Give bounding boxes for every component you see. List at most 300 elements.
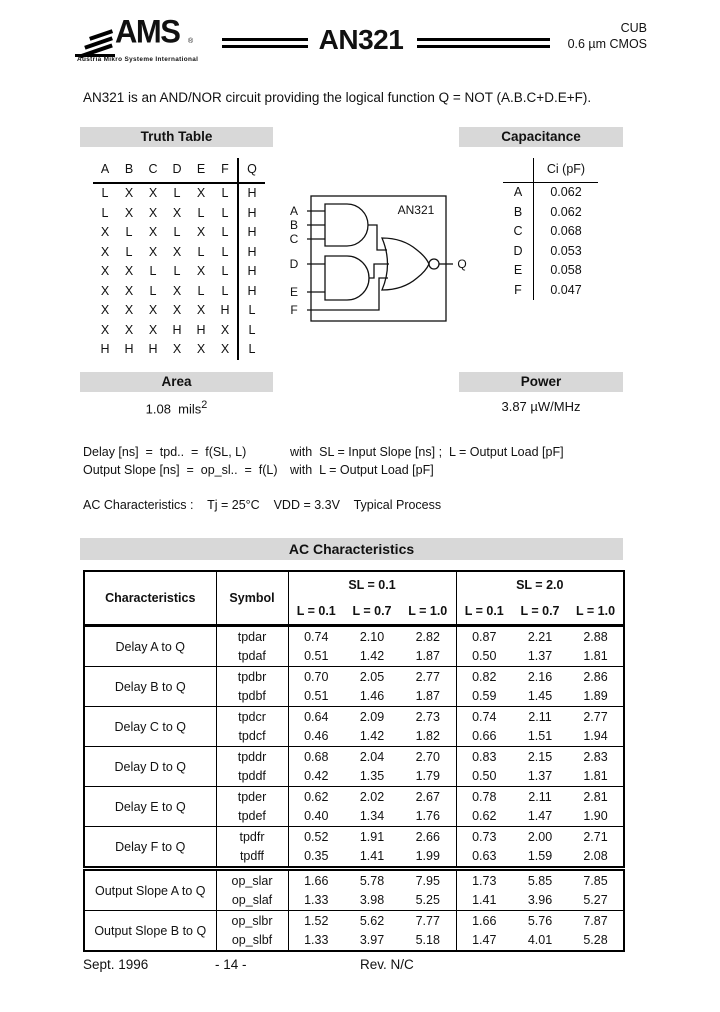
capacitance-pin: E bbox=[513, 263, 523, 277]
ac-value: 0.70 bbox=[304, 669, 329, 684]
ac-value: 1.35 bbox=[359, 768, 385, 783]
ac-symbol: tpdaf bbox=[238, 648, 266, 663]
truth-table-cell: X bbox=[148, 322, 158, 337]
ac-row-symbols bbox=[216, 787, 288, 827]
ac-value: 1.37 bbox=[527, 768, 553, 783]
ac-value-cell bbox=[568, 667, 624, 707]
logo-wordmark: AMS bbox=[115, 13, 180, 50]
ac-value-cell bbox=[512, 707, 568, 747]
truth-table-cell: X bbox=[196, 303, 206, 317]
truth-table-cell: L bbox=[101, 186, 109, 200]
ac-value: 1.42 bbox=[359, 728, 385, 743]
truth-table-cell: L bbox=[237, 301, 265, 321]
truth-table-cell: X bbox=[196, 186, 206, 200]
pin-label-e: E bbox=[289, 285, 299, 299]
truth-table-cell: X bbox=[100, 283, 110, 298]
ac-value: 1.34 bbox=[359, 808, 385, 823]
truth-table-col-header: C bbox=[148, 162, 158, 176]
capacitance-value: 0.068 bbox=[533, 222, 598, 242]
ac-value-cell bbox=[456, 667, 512, 707]
ac-value: 0.62 bbox=[304, 789, 329, 804]
ac-value: 3.98 bbox=[359, 892, 385, 907]
truth-table-cell: L bbox=[221, 283, 229, 298]
ac-value: 1.94 bbox=[583, 728, 608, 743]
pin-label-f: F bbox=[290, 303, 298, 317]
truth-table-cell: X bbox=[124, 322, 134, 337]
group-header-sl01: SL = 0.1 bbox=[288, 571, 456, 598]
ac-row bbox=[84, 787, 624, 827]
ac-row-label: Output Slope A to Q bbox=[84, 869, 216, 911]
ac-value: 0.52 bbox=[304, 829, 329, 844]
ac-value: 0.82 bbox=[472, 669, 497, 684]
truth-table-cell: H bbox=[237, 184, 265, 204]
power-heading: Power bbox=[459, 372, 623, 392]
subcol-header: L = 1.0 bbox=[568, 598, 624, 626]
ac-symbol: tpder bbox=[237, 789, 267, 804]
pin-label-a: A bbox=[289, 204, 299, 218]
truth-table-cell: X bbox=[148, 205, 158, 220]
ac-characteristics-heading: AC Characteristics bbox=[80, 538, 623, 560]
truth-table-cell: X bbox=[196, 342, 206, 356]
ac-value-cell bbox=[456, 827, 512, 869]
ac-value: 0.40 bbox=[304, 808, 329, 823]
subcol-header: L = 0.7 bbox=[512, 598, 568, 626]
process-info bbox=[553, 20, 647, 52]
col-header-symbol: Symbol bbox=[216, 571, 288, 626]
ac-symbol: tpdbf bbox=[238, 688, 266, 703]
ac-value: 0.50 bbox=[472, 768, 497, 783]
ac-value-cell bbox=[344, 626, 400, 667]
nor-bubble bbox=[429, 259, 439, 269]
ac-row bbox=[84, 911, 624, 952]
truth-table-row bbox=[93, 301, 265, 321]
truth-table-cell: L bbox=[197, 244, 205, 259]
capacitance-value: 0.053 bbox=[533, 242, 598, 262]
capacitance-row bbox=[503, 203, 598, 223]
ac-value-cell bbox=[288, 869, 344, 911]
truth-table-cell: X bbox=[172, 205, 182, 220]
ac-value: 4.01 bbox=[527, 932, 553, 947]
truth-table-cell: L bbox=[237, 340, 265, 360]
ac-value: 1.33 bbox=[304, 932, 329, 947]
capacitance-pin: D bbox=[513, 243, 523, 258]
ac-symbol: tpdff bbox=[239, 848, 265, 863]
ac-value-cell bbox=[456, 869, 512, 911]
capacitance-body bbox=[503, 183, 598, 300]
ac-value: 2.02 bbox=[359, 789, 385, 804]
ac-value: 1.41 bbox=[472, 892, 497, 907]
ac-value: 1.79 bbox=[415, 768, 440, 783]
ac-value-cell bbox=[456, 911, 512, 952]
ac-value: 1.66 bbox=[304, 873, 329, 888]
ac-value: 1.37 bbox=[527, 648, 553, 663]
truth-table-cell: X bbox=[100, 264, 110, 278]
ac-row-symbols bbox=[216, 626, 288, 667]
ac-value: 1.82 bbox=[415, 728, 440, 743]
ac-row bbox=[84, 667, 624, 707]
ac-value-cell bbox=[344, 869, 400, 911]
ac-symbol: op_slbr bbox=[231, 913, 273, 928]
ac-value: 1.89 bbox=[583, 688, 608, 703]
ac-row-symbols bbox=[216, 747, 288, 787]
ac-value: 2.11 bbox=[528, 789, 552, 804]
ac-value: 2.10 bbox=[359, 629, 385, 644]
ac-symbol: tpddr bbox=[237, 749, 267, 764]
ac-row-label: Delay E to Q bbox=[84, 787, 216, 827]
pin-label-d: D bbox=[289, 257, 299, 271]
ac-value-cell bbox=[344, 827, 400, 869]
ac-value: 1.47 bbox=[472, 932, 497, 947]
schematic-svg bbox=[281, 184, 471, 334]
truth-table-cell: H bbox=[237, 282, 265, 302]
ac-value-cell bbox=[288, 747, 344, 787]
subcol-header: L = 0.1 bbox=[456, 598, 512, 626]
ams-logo bbox=[75, 13, 225, 70]
ac-value: 1.41 bbox=[359, 848, 385, 863]
description: AN321 is an AND/NOR circuit providing the logical function Q = NOT (A.B.C+D.E+F). bbox=[83, 90, 592, 105]
capacitance-header bbox=[503, 158, 598, 183]
ac-table-body bbox=[84, 626, 624, 952]
ac-row bbox=[84, 747, 624, 787]
ac-value: 1.73 bbox=[472, 873, 497, 888]
truth-table-cell: L bbox=[149, 283, 157, 298]
truth-table-cell: X bbox=[172, 303, 182, 317]
ac-value-cell bbox=[456, 747, 512, 787]
ac-value: 0.74 bbox=[304, 629, 329, 644]
ac-value-cell bbox=[400, 911, 456, 952]
subcol-header: L = 0.1 bbox=[288, 598, 344, 626]
logo-tagline: Austria Mikro Systeme International bbox=[77, 56, 199, 63]
ac-row bbox=[84, 869, 624, 911]
ac-value-cell bbox=[288, 787, 344, 827]
ac-value-cell bbox=[512, 827, 568, 869]
ac-value: 1.87 bbox=[415, 688, 440, 703]
ac-row-label: Output Slope B to Q bbox=[84, 911, 216, 952]
ac-symbol: op_slaf bbox=[231, 892, 273, 907]
ac-value: 0.68 bbox=[304, 749, 329, 764]
ac-symbol: tpdfr bbox=[239, 829, 265, 844]
ac-value-cell bbox=[568, 827, 624, 869]
ac-value-cell bbox=[400, 747, 456, 787]
ac-value: 1.42 bbox=[359, 648, 385, 663]
ac-value-cell bbox=[400, 626, 456, 667]
truth-table-cell: L bbox=[125, 244, 133, 259]
truth-table-cell: X bbox=[196, 264, 206, 278]
process-family: CUB bbox=[620, 21, 647, 35]
truth-table-row bbox=[93, 282, 265, 302]
ac-value: 2.71 bbox=[583, 829, 608, 844]
pin-label-c: C bbox=[289, 232, 299, 246]
truth-table-cell: X bbox=[172, 244, 182, 259]
ac-value: 2.04 bbox=[359, 749, 385, 764]
process-node: 0.6 µm CMOS bbox=[567, 37, 647, 51]
truth-table-cell: X bbox=[148, 244, 158, 259]
slope-formula: Output Slope [ns] = op_sl.. = f(L) bbox=[83, 462, 278, 477]
truth-table-cell: L bbox=[221, 225, 229, 239]
ac-value-cell bbox=[288, 667, 344, 707]
ac-row bbox=[84, 707, 624, 747]
truth-table-col-header: B bbox=[124, 162, 134, 176]
truth-table-cell: X bbox=[220, 342, 230, 356]
ac-value-cell bbox=[288, 707, 344, 747]
and2-gate bbox=[325, 256, 369, 300]
truth-table-cell: X bbox=[148, 303, 158, 317]
truth-table-cell: H bbox=[100, 342, 110, 356]
truth-table-cell: X bbox=[100, 303, 110, 317]
ac-value: 0.87 bbox=[472, 629, 497, 644]
ac-value-cell bbox=[568, 787, 624, 827]
ac-value-cell bbox=[512, 911, 568, 952]
page-title: AN321 bbox=[318, 24, 404, 55]
ac-value: 2.67 bbox=[415, 789, 440, 804]
pin-label-q: Q bbox=[457, 257, 467, 271]
ac-value-cell bbox=[344, 747, 400, 787]
ac-value: 5.28 bbox=[583, 932, 608, 947]
ac-value: 2.16 bbox=[527, 669, 553, 684]
capacitance-row bbox=[503, 261, 598, 281]
truth-table-cell: H bbox=[172, 322, 182, 337]
capacitance-table bbox=[503, 158, 598, 300]
formula-block bbox=[83, 444, 564, 479]
ac-row-label: Delay C to Q bbox=[84, 707, 216, 747]
ac-value: 0.64 bbox=[304, 709, 329, 724]
ac-value-cell bbox=[344, 667, 400, 707]
capacitance-value: 0.047 bbox=[533, 281, 598, 301]
ac-value: 0.35 bbox=[304, 848, 329, 863]
schematic-title: AN321 bbox=[397, 203, 435, 217]
ac-value: 0.83 bbox=[472, 749, 497, 764]
ac-value: 1.81 bbox=[583, 768, 608, 783]
truth-table-col-header: F bbox=[221, 162, 229, 176]
area-value bbox=[80, 399, 273, 416]
ac-value: 1.87 bbox=[415, 648, 440, 663]
ac-characteristics-table bbox=[83, 570, 625, 952]
ac-value-cell bbox=[456, 787, 512, 827]
capacitance-pin: C bbox=[513, 224, 523, 238]
ac-value: 2.00 bbox=[527, 829, 553, 844]
ac-row-symbols bbox=[216, 707, 288, 747]
capacitance-heading: Capacitance bbox=[459, 127, 623, 147]
truth-table-cell: X bbox=[148, 186, 158, 200]
ac-value: 0.42 bbox=[304, 768, 329, 783]
ac-value: 0.78 bbox=[472, 789, 497, 804]
delay-formula: Delay [ns] = tpd.. = f(SL, L) bbox=[83, 445, 247, 459]
ac-value-cell bbox=[568, 911, 624, 952]
pin-label-b: B bbox=[289, 218, 299, 232]
ac-value: 2.66 bbox=[415, 829, 440, 844]
registered-mark: ® bbox=[188, 38, 194, 45]
truth-table-cell: L bbox=[197, 283, 205, 298]
ac-value: 0.73 bbox=[472, 829, 497, 844]
truth-table-cell: L bbox=[221, 244, 229, 259]
truth-table-cell: L bbox=[149, 264, 157, 278]
truth-table-row bbox=[93, 223, 265, 243]
truth-table-cell: X bbox=[100, 244, 110, 259]
truth-table-cell: L bbox=[221, 205, 229, 220]
wire-f bbox=[307, 278, 388, 310]
ac-value: 0.62 bbox=[472, 808, 497, 823]
ac-value: 5.78 bbox=[359, 873, 385, 888]
truth-table-cell: L bbox=[173, 186, 181, 200]
ac-value: 0.74 bbox=[472, 709, 497, 724]
ac-value-cell bbox=[512, 787, 568, 827]
truth-table-cell: L bbox=[173, 264, 181, 278]
ac-value: 3.96 bbox=[527, 892, 553, 907]
ac-value: 5.18 bbox=[415, 932, 440, 947]
ac-value: 1.76 bbox=[415, 808, 440, 823]
capacitance-value: 0.062 bbox=[533, 203, 598, 223]
ac-value-cell bbox=[512, 667, 568, 707]
ac-value: 1.59 bbox=[527, 848, 553, 863]
ac-value: 0.63 bbox=[472, 848, 497, 863]
ac-symbol: tpdcr bbox=[238, 709, 266, 724]
truth-table bbox=[93, 158, 265, 360]
ac-value: 2.88 bbox=[583, 629, 608, 644]
truth-table-cell: L bbox=[101, 205, 109, 220]
ac-value: 2.15 bbox=[527, 749, 553, 764]
ac-row-label: Delay D to Q bbox=[84, 747, 216, 787]
ac-value-cell bbox=[512, 869, 568, 911]
test-conditions: AC Characteristics : Tj = 25°C VDD = 3.3V Typical Process bbox=[83, 498, 442, 512]
ac-value: 1.33 bbox=[304, 892, 329, 907]
ac-value: 2.77 bbox=[415, 669, 440, 684]
ac-row bbox=[84, 827, 624, 869]
ac-value: 2.86 bbox=[583, 669, 608, 684]
truth-table-heading: Truth Table bbox=[80, 127, 273, 147]
truth-table-col-header: E bbox=[196, 162, 206, 176]
nor-gate bbox=[382, 238, 429, 290]
ac-value: 0.59 bbox=[472, 688, 497, 703]
ac-row-label: Delay A to Q bbox=[84, 626, 216, 667]
ac-value: 2.05 bbox=[359, 669, 385, 684]
capacitance-row bbox=[503, 242, 598, 262]
capacitance-pin: A bbox=[513, 185, 523, 199]
ac-value: 7.85 bbox=[583, 873, 608, 888]
ac-value: 5.85 bbox=[527, 873, 553, 888]
truth-table-col-header: D bbox=[172, 162, 182, 176]
truth-table-cell: X bbox=[100, 225, 110, 239]
ac-value-cell bbox=[288, 626, 344, 667]
ac-value-cell bbox=[456, 707, 512, 747]
truth-table-row bbox=[93, 243, 265, 263]
ac-value: 2.83 bbox=[583, 749, 608, 764]
ac-symbol: tpddf bbox=[238, 768, 266, 783]
ac-value: 1.52 bbox=[304, 913, 329, 928]
ac-value: 1.99 bbox=[415, 848, 440, 863]
ac-value: 2.21 bbox=[527, 629, 553, 644]
truth-table-cell: H bbox=[196, 322, 206, 337]
subcol-header: L = 0.7 bbox=[344, 598, 400, 626]
truth-table-cell: L bbox=[221, 264, 229, 278]
slope-formula-note: with L = Output Load [pF] bbox=[290, 462, 434, 477]
truth-table-cell: X bbox=[124, 283, 134, 298]
capacitance-row bbox=[503, 222, 598, 242]
col-header-characteristics: Characteristics bbox=[84, 571, 216, 626]
truth-table-cell: X bbox=[100, 322, 110, 337]
truth-table-cell: L bbox=[237, 321, 265, 341]
ac-value: 0.46 bbox=[304, 728, 329, 743]
logic-schematic bbox=[281, 184, 471, 334]
ac-value-cell bbox=[400, 827, 456, 869]
truth-table-cell: X bbox=[172, 283, 182, 298]
ac-value: 1.51 bbox=[527, 728, 553, 743]
ac-value: 2.82 bbox=[415, 629, 440, 644]
ac-value: 2.73 bbox=[415, 709, 440, 724]
truth-table-row bbox=[93, 204, 265, 224]
truth-table-cell: X bbox=[124, 303, 134, 317]
ac-value-cell bbox=[512, 626, 568, 667]
truth-table-row bbox=[93, 321, 265, 341]
ac-value: 7.95 bbox=[415, 873, 440, 888]
ac-value: 5.27 bbox=[583, 892, 608, 907]
ac-value-cell bbox=[400, 667, 456, 707]
ac-symbol: tpdar bbox=[237, 629, 267, 644]
truth-table-cell: X bbox=[148, 225, 158, 239]
truth-table-row bbox=[93, 340, 265, 360]
ac-value: 5.76 bbox=[527, 913, 553, 928]
ac-row-symbols bbox=[216, 667, 288, 707]
header-rule-right bbox=[417, 38, 550, 48]
ac-value: 0.51 bbox=[304, 648, 329, 663]
truth-table-body bbox=[93, 184, 265, 360]
capacitance-value: 0.062 bbox=[533, 183, 598, 203]
truth-table-cell: X bbox=[220, 322, 230, 337]
ac-symbol: tpdef bbox=[238, 808, 266, 823]
truth-table-cell: X bbox=[124, 264, 134, 278]
ac-value-cell bbox=[456, 626, 512, 667]
header-rule-left bbox=[222, 38, 308, 48]
ac-symbol: tpdbr bbox=[237, 669, 267, 684]
capacitance-value: 0.058 bbox=[533, 261, 598, 281]
truth-table-col-header: Q bbox=[237, 158, 265, 182]
footer-revision: Rev. N/C bbox=[360, 957, 414, 972]
capacitance-row bbox=[503, 281, 598, 301]
ac-value-cell bbox=[568, 869, 624, 911]
ac-symbol: op_slbf bbox=[231, 932, 273, 947]
ac-symbol: tpdcf bbox=[238, 728, 266, 743]
truth-table-cell: H bbox=[148, 342, 158, 356]
and3-gate bbox=[325, 204, 368, 246]
area-heading: Area bbox=[80, 372, 273, 392]
capacitance-row bbox=[503, 183, 598, 203]
ac-value: 1.66 bbox=[472, 913, 497, 928]
ac-value: 3.97 bbox=[359, 932, 385, 947]
ac-value-cell bbox=[288, 911, 344, 952]
ac-value: 1.45 bbox=[527, 688, 553, 703]
delay-formula-note: with SL = Input Slope [ns] ; L = Output Load [pF] bbox=[290, 445, 564, 459]
ac-value-cell bbox=[568, 747, 624, 787]
area-value-text: 1.08 mils bbox=[145, 401, 202, 417]
truth-table-cell: X bbox=[196, 225, 206, 239]
ac-row-symbols bbox=[216, 869, 288, 911]
truth-table-cell: X bbox=[172, 342, 182, 356]
ac-value-cell bbox=[344, 911, 400, 952]
ac-value: 2.09 bbox=[359, 709, 385, 724]
ac-value: 2.11 bbox=[528, 709, 552, 724]
ac-value: 0.66 bbox=[472, 728, 497, 743]
ac-value-cell bbox=[400, 869, 456, 911]
ac-symbol: op_slar bbox=[231, 873, 273, 888]
truth-table-cell: H bbox=[124, 342, 134, 356]
ac-value-cell bbox=[400, 707, 456, 747]
capacitance-col-header: Ci (pF) bbox=[533, 158, 598, 182]
ac-row-symbols bbox=[216, 911, 288, 952]
ac-value: 2.77 bbox=[583, 709, 608, 724]
ac-row-label: Delay B to Q bbox=[84, 667, 216, 707]
power-value: 3.87 µW/MHz bbox=[501, 399, 581, 414]
ac-row-label: Delay F to Q bbox=[84, 827, 216, 869]
truth-table-cell: L bbox=[197, 205, 205, 220]
